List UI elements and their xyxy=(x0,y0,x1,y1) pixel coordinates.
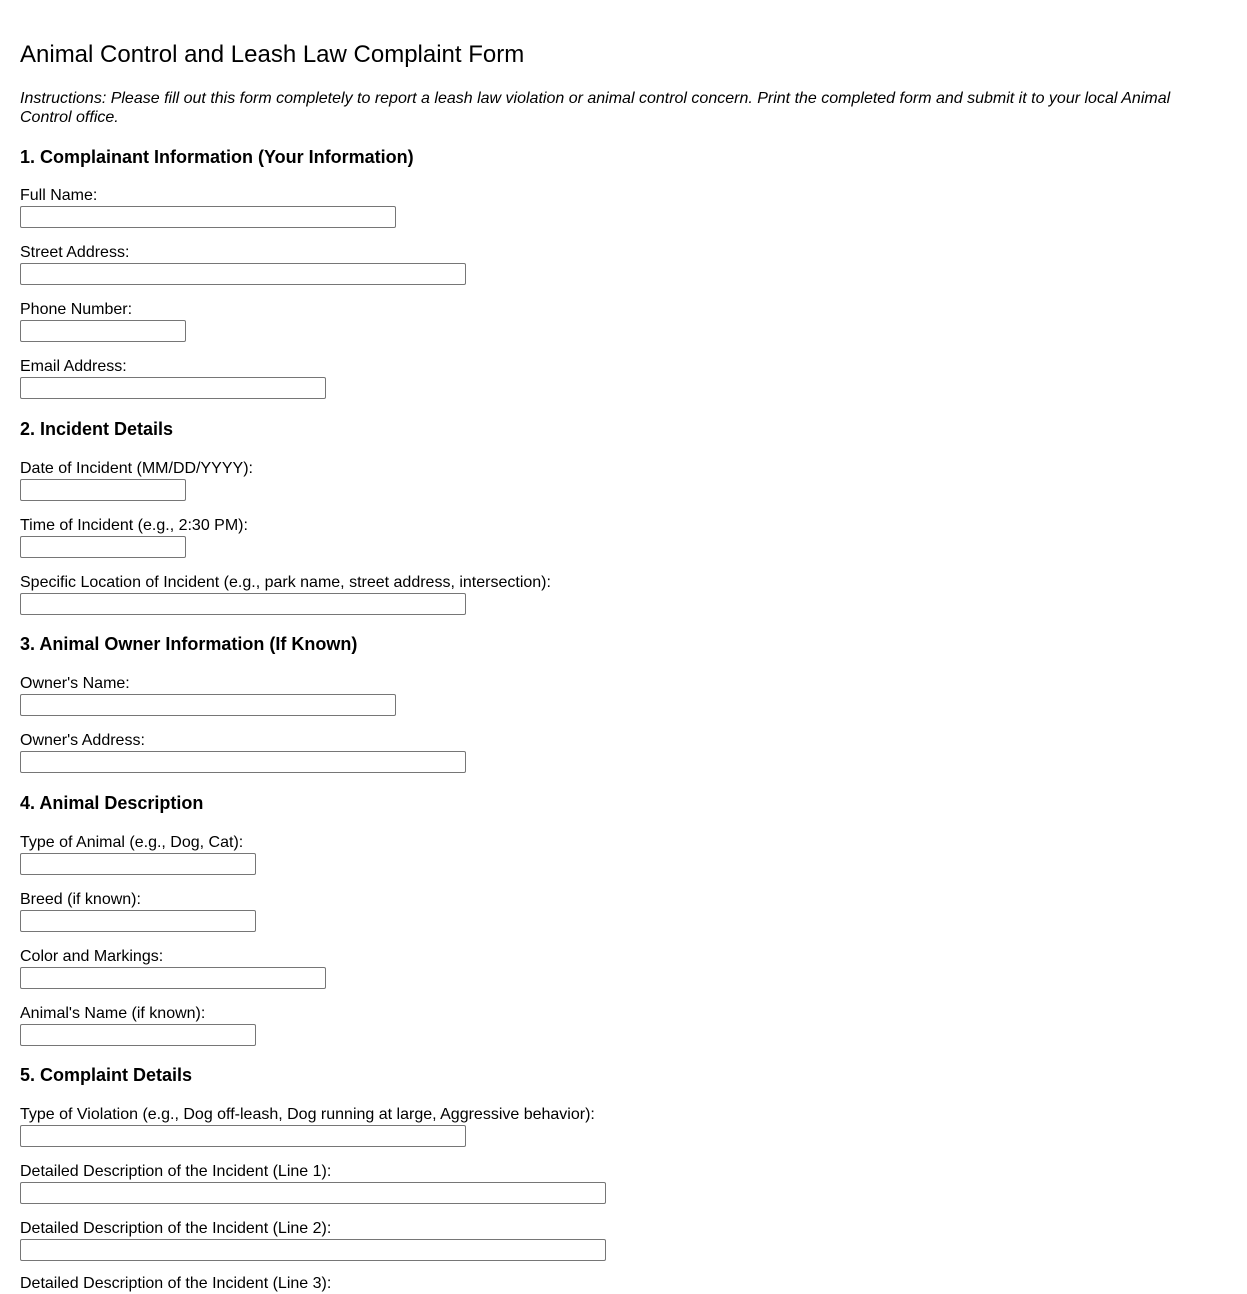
email-address-label: Email Address: xyxy=(20,358,127,375)
phone-number-label: Phone Number: xyxy=(20,301,133,318)
animal-breed-input[interactable] xyxy=(20,910,256,932)
animal-breed-label: Breed (if known): xyxy=(20,891,141,908)
description-line3-label: Detailed Description of the Incident (Line 3): xyxy=(20,1275,332,1292)
description-line2-label: Detailed Description of the Incident (Line 2): xyxy=(20,1220,332,1237)
description-line1-input[interactable] xyxy=(20,1182,606,1204)
section-heading-complaint: 5. Complaint Details xyxy=(20,1065,193,1085)
section-heading-animal: 4. Animal Description xyxy=(20,793,204,813)
email-address-input[interactable] xyxy=(20,377,326,399)
violation-type-input[interactable] xyxy=(20,1125,466,1147)
incident-location-label: Specific Location of Incident (e.g., park name, street address, intersection): xyxy=(20,574,551,591)
section-heading-owner: 3. Animal Owner Information (If Known) xyxy=(20,634,358,654)
description-line2-input[interactable] xyxy=(20,1239,606,1261)
section-heading-incident: 2. Incident Details xyxy=(20,419,174,439)
full-name-label: Full Name: xyxy=(20,187,98,204)
street-address-input[interactable] xyxy=(20,263,466,285)
violation-type-label: Type of Violation (e.g., Dog off-leash, Dog running at large, Aggressive behavior): xyxy=(20,1106,595,1123)
form-instructions: Instructions: Please fill out this form completely to report a leash law violation or animal control concern. Print the completed form and submit it to your local Animal Control office. xyxy=(20,90,1171,126)
incident-location-input[interactable] xyxy=(20,593,466,615)
animal-type-input[interactable] xyxy=(20,853,256,875)
incident-date-input[interactable] xyxy=(20,479,186,501)
description-line1-label: Detailed Description of the Incident (Line 1): xyxy=(20,1163,332,1180)
full-name-input[interactable] xyxy=(20,206,396,228)
owner-address-input[interactable] xyxy=(20,751,466,773)
animal-color-label: Color and Markings: xyxy=(20,948,164,965)
animal-color-input[interactable] xyxy=(20,967,326,989)
street-address-label: Street Address: xyxy=(20,244,130,261)
phone-number-input[interactable] xyxy=(20,320,186,342)
animal-type-label: Type of Animal (e.g., Dog, Cat): xyxy=(20,834,244,851)
animal-name-label: Animal's Name (if known): xyxy=(20,1005,206,1022)
owner-name-label: Owner's Name: xyxy=(20,675,130,692)
incident-time-input[interactable] xyxy=(20,536,186,558)
animal-name-input[interactable] xyxy=(20,1024,256,1046)
incident-time-label: Time of Incident (e.g., 2:30 PM): xyxy=(20,517,248,534)
form-title: Animal Control and Leash Law Complaint Form xyxy=(20,41,525,68)
owner-address-label: Owner's Address: xyxy=(20,732,145,749)
incident-date-label: Date of Incident (MM/DD/YYYY): xyxy=(20,460,253,477)
owner-name-input[interactable] xyxy=(20,694,396,716)
section-heading-complainant: 1. Complainant Information (Your Information) xyxy=(20,147,414,167)
